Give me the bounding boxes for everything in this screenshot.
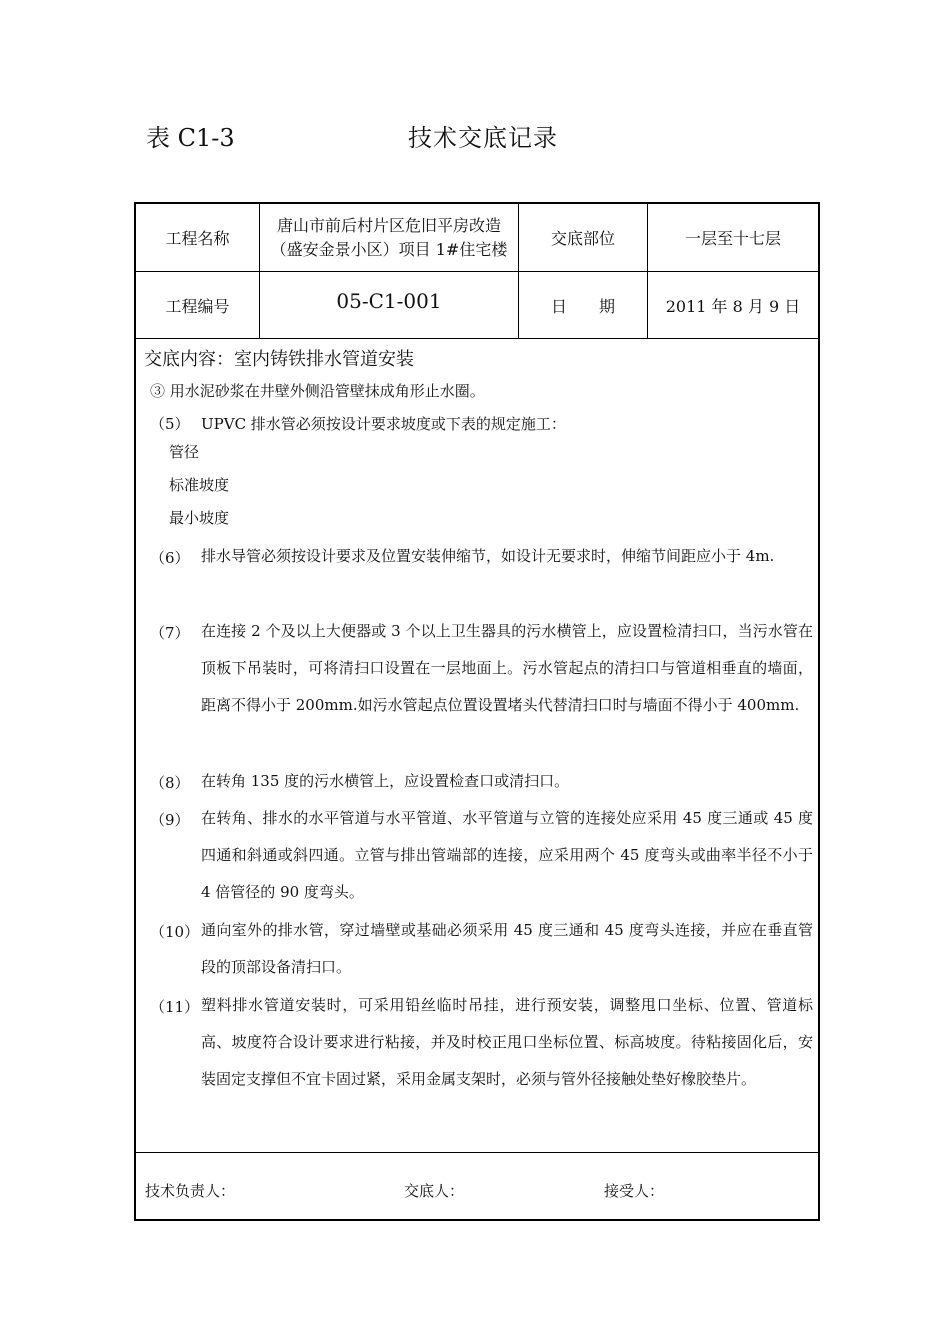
item-5-text: UPVC 排水管必须按设计要求坡度或下表的规定施工： <box>201 415 566 433</box>
receiver-signature: 接受人： <box>604 1182 665 1200</box>
item-10-number: （10） <box>150 923 200 941</box>
content-heading: 交底内容：室内铸铁排水管道安装 <box>144 349 414 370</box>
row-divider <box>136 338 818 339</box>
tech-lead-signature: 技术负责人： <box>145 1182 236 1200</box>
item-6-number: （6） <box>150 549 190 567</box>
item-3-text: ③ 用水泥砂浆在井壁外侧沿管壁抹成角形止水圈。 <box>150 382 485 400</box>
item-8-text: 在转角 135 度的污水横管上，应设置检查口或清扫口。 <box>201 772 570 790</box>
row-divider <box>136 1152 818 1153</box>
item-7-text: 在连接 2 个及以上大便器或 3 个以上卫生器具的污水横管上，应设置检清扫口，当污水管在顶板下吊装时，可将清扫口设置在一层地面上。污水管起点的清扫口与管道相垂直的墙面，距离不得小于 200mm.如污水管起点位置设置堵头代替清扫口时与墙面不得小于 400mm. <box>201 622 813 714</box>
presenter-signature: 交底人： <box>404 1182 465 1200</box>
item-8-number: （8） <box>150 774 190 792</box>
item-11-number: （11） <box>150 998 200 1016</box>
location-value: 一层至十七层 <box>684 229 781 248</box>
item-10-text: 通向室外的排水管，穿过墙壁或基础必须采用 45 度三通和 45 度弯头连接，并应在垂直管段的顶部设备清扫口。 <box>201 921 813 976</box>
project-number-value: 05-C1-001 <box>336 289 442 313</box>
slope-label-minimum: 最小坡度 <box>169 509 230 527</box>
date-value: 2011 年 8 月 9 日 <box>665 296 801 316</box>
item-6-text: 排水导管必须按设计要求及位置安装伸缩节，如设计无要求时，伸缩节间距应小于 4m. <box>201 547 775 565</box>
item-9-number: （9） <box>150 811 190 829</box>
item-11-text: 塑料排水管道安装时，可采用铅丝临时吊挂，进行预安装，调整甩口坐标、位置、管道标高、坡度符合设计要求进行粘接，并及时校正甩口坐标位置、标高坡度。待粘接固化后，安装固定支撑但不宜卡固过紧，采用金属支架时，必须与管外径接触处垫好橡胶垫片。 <box>201 996 813 1088</box>
location-label: 交底部位 <box>550 229 615 248</box>
project-name-label: 工程名称 <box>165 229 230 248</box>
project-number-label: 工程编号 <box>165 296 230 316</box>
item-5-number: （5） <box>150 415 190 433</box>
item-9-text: 在转角、排水的水平管道与水平管道、水平管道与立管的连接处应采用 45 度三通或 45 度四通和斜通或斜四通。立管与排出管端部的连接，应采用两个 45 度弯头或曲率半径不小于 4 倍管径的 90 度弯头。 <box>201 809 813 901</box>
date-label: 日 期 <box>550 296 615 316</box>
project-name-line1: 唐山市前后村片区危旧平房改造 <box>276 215 501 235</box>
slope-label-standard: 标准坡度 <box>169 476 230 494</box>
project-name-line2: （盛安金景小区）项目 1#住宅楼 <box>270 239 508 259</box>
form-id: 表 C1-3 <box>146 124 235 152</box>
document-title: 技术交底记录 <box>408 124 558 152</box>
project-name-value <box>260 204 518 271</box>
item-7-number: （7） <box>150 624 190 642</box>
slope-label-diameter: 管径 <box>169 443 200 461</box>
